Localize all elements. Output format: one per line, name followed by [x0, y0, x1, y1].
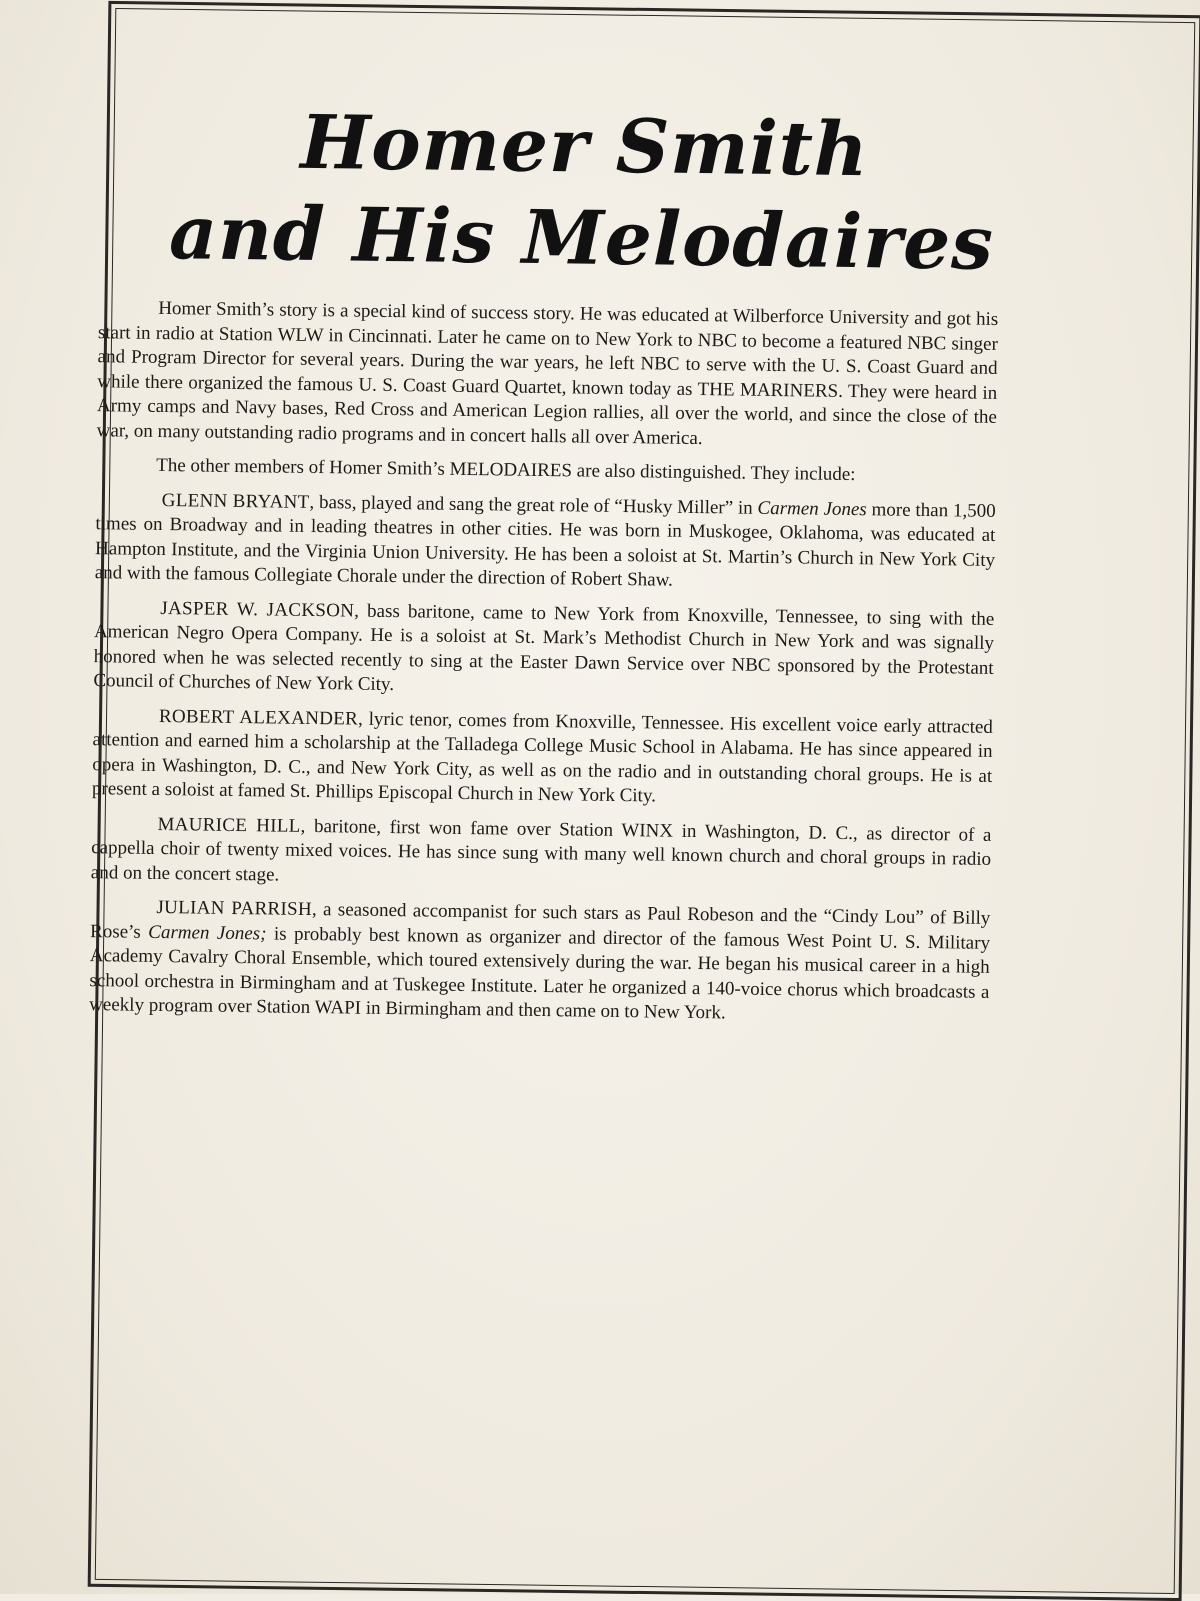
member-paragraph-hill [91, 812, 992, 897]
member-paragraph-parrish [89, 895, 991, 1029]
member-text: more than 1,500 times on Broadway and in leading theatres in other cities. He was born in Muskogee, Oklahoma, was educated at Hampton Institute, and the Virginia Union University. He has been a soloist at St. Martin’s Church in New York City and with the famous Collegiate Chorale under the direction of Robert Shaw. [94, 498, 996, 591]
show-title: Carmen Jones [757, 497, 867, 520]
member-text: , bass baritone, came to New York from Knoxville, Tennessee, to sing with the American Negro Opera Company. He is a soloist at St. Mark’s Methodist Church in New York and was signally honored when he was selected recently to sing at the Easter Dawn Service over NBC sponsored by the Protestant Council of Churches of New York City. [93, 600, 995, 696]
member-paragraph-bryant [95, 488, 996, 598]
member-name: GLENN BRYANT [161, 489, 310, 513]
member-paragraph-jackson [93, 596, 994, 706]
title-line-1: Homer Smith [299, 99, 870, 194]
member-name: MAURICE HILL [157, 813, 301, 837]
body-text [89, 296, 998, 1029]
member-text: , bass, played and sang the great role of “Husky Miller” in [309, 491, 758, 519]
member-paragraph-alexander [92, 704, 993, 814]
member-name: JASPER W. JACKSON [160, 597, 355, 622]
member-text: , lyric tenor, comes from Knoxville, Tennessee. His excellent voice early attracted attention and earned him a scholarship at the Talladega College Music School in Alabama. He has since appeared in opera in Washington, D. C., and New York City, as well as on the radio and in outstanding choral groups. He is at present a soloist at famed St. Phillips Episcopal Church in New York City. [91, 708, 994, 807]
intro-paragraph: Homer Smith’s story is a special kind of success story. He was educated at Wilberforce University and got his start in radio at Station WLW in Cincinnati. Later he came on to New York to NBC to become a featured NBC singer and Program Director for several years. During the war years, he left NBC to serve with the U. S. Coast Guard and while there organized the famous U. S. Coast Guard Quartet, known today as THE MARINERS. They were heard in Army camps and Navy bases, Red Cross and American Legion rallies, all over the world, and since the close of the war, on many outstanding radio programs and in concert halls all over America. [96, 297, 999, 449]
members-intro-paragraph: The other members of Homer Smith’s MELODAIRES are also distinguished. They include: [156, 454, 856, 486]
member-name: JULIAN PARRISH [156, 896, 313, 920]
article [83, 94, 1001, 1486]
member-text: , baritone, first won fame over Station WINX in Washington, D. C., as director of a cappella choir of twenty mixed voices. He has since sung with many well known church and choral groups in radio and on the concert stage. [90, 815, 992, 886]
member-name: ROBERT ALEXANDER [158, 705, 359, 730]
member-text: , a seasoned accompanist for such stars as Paul Robeson and the “Cindy Lou” of Billy Rose’s [89, 899, 991, 943]
title-line-2: and His Melodaires [168, 190, 995, 287]
member-text: is probably best known as organizer and director of the famous West Point U. S. Military Academy Cavalry Choral Ensemble, which toured extensively during the war. He began his musical career in a high school orchestra in Birmingham and at Tuskegee Institute. Later he organized a 140-voice chorus which broadcasts a weekly program over Station WAPI in Birmingham and then came on to New York. [89, 922, 991, 1024]
show-title: Carmen Jones; [148, 921, 267, 944]
page-title [99, 94, 1001, 290]
